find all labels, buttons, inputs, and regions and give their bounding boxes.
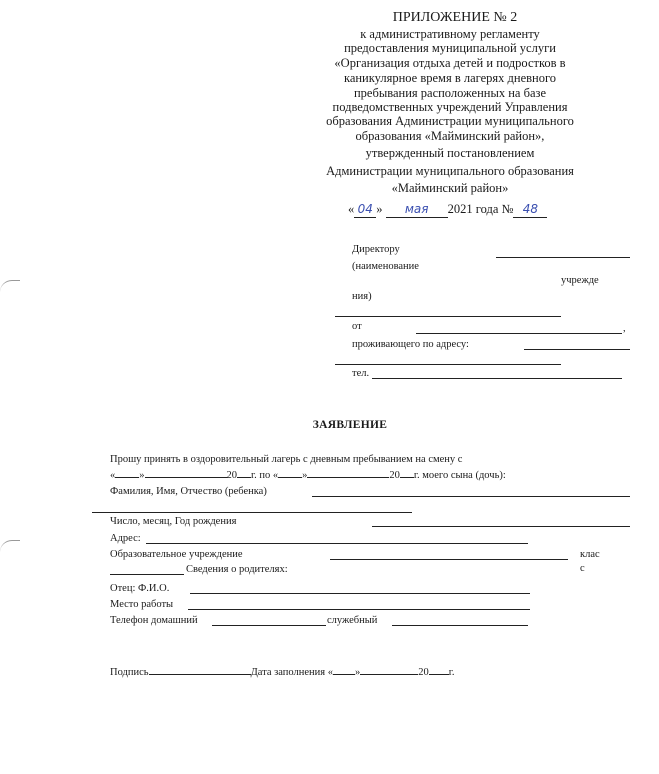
class-label-part2: с [580, 563, 585, 574]
institution-label-part2: ния) [352, 291, 372, 302]
quote-close: » [376, 202, 383, 216]
director-name-line [496, 257, 630, 258]
class-line [110, 574, 184, 575]
work-phone-label: служебный [327, 615, 378, 626]
fill-month-field [360, 674, 418, 675]
date-month-field: мая [386, 202, 448, 218]
father-name-label: Отец: Ф.И.О. [110, 583, 170, 594]
institution-label-part1: учрежде [561, 275, 599, 286]
header-line: предоставления муниципальной услуги [344, 41, 556, 55]
fill-year-field [429, 674, 449, 675]
request-line-1: Прошу принять в оздоровительный лагерь с дневным пребыванием на смену с [110, 454, 463, 465]
quote-close: » [302, 470, 308, 481]
header-line: пребывания расположенных на базе [353, 86, 546, 100]
home-phone-label: Телефон домашний [110, 615, 198, 626]
year-prefix: 20 [418, 667, 429, 678]
from-comma: , [623, 323, 626, 334]
date-day-field: 04 [354, 202, 376, 218]
addressee-line [335, 316, 561, 317]
end-year-field [400, 477, 414, 478]
school-line [330, 559, 568, 560]
school-label: Образовательное учреждение [110, 549, 243, 560]
quote-open: « [348, 202, 355, 216]
resident-label: проживающего по адресу: [352, 339, 469, 350]
header-line: каникулярное время в лагерях дневного [343, 71, 557, 85]
child-name-label: Фамилия, Имя, Отчество (ребенка) [110, 486, 267, 497]
signature-fill-date-line [110, 666, 454, 679]
request-line-2 [110, 469, 506, 482]
statement-title: ЗАЯВЛЕНИЕ [312, 419, 388, 431]
year-prefix: 20 [226, 470, 237, 481]
header-line: подведомственных учреждений Управления [332, 100, 568, 114]
from-name-line [416, 333, 622, 334]
father-name-line [190, 593, 530, 594]
parents-info-label: Сведения о родителях: [186, 564, 288, 575]
fill-day-field [333, 674, 355, 675]
header-line: образования «Майминский район», [355, 129, 545, 143]
signature-field [149, 674, 251, 675]
request-tail: г. моего сына (дочь): [413, 470, 506, 481]
start-year-field [237, 477, 251, 478]
director-label: Директору [352, 244, 400, 255]
address-continuation-line [335, 364, 561, 365]
work-phone-line [392, 625, 528, 626]
start-day-field [115, 477, 139, 478]
phone-label: тел. [352, 368, 370, 379]
header-line: «Организация отдыха детей и подростков в [334, 56, 566, 70]
date-year-text: 2021 года № [447, 202, 514, 216]
signature-label: Подпись [110, 667, 149, 678]
end-month-field [307, 477, 389, 478]
header-line: Администрации муниципального образования [326, 164, 574, 178]
header-line: к административному регламенту [360, 27, 540, 41]
from-label: от [352, 321, 362, 332]
year-prefix: 20 [389, 470, 400, 481]
header-line: «Майминский район» [391, 181, 509, 195]
punch-hole-mark [0, 280, 20, 295]
resolution-number-field: 48 [513, 202, 547, 218]
address-line [146, 543, 528, 544]
resolution-date-line [348, 202, 547, 218]
end-day-field [278, 477, 302, 478]
quote-close: » [139, 470, 145, 481]
home-phone-line [212, 625, 326, 626]
workplace-line [188, 609, 530, 610]
resident-address-line [524, 349, 630, 350]
address-label: Адрес: [110, 533, 141, 544]
birth-date-label: Число, месяц, Год рождения [110, 516, 237, 527]
fill-date-label: Дата заполнения « [250, 667, 333, 678]
header-line: образования Администрации муниципального [326, 114, 574, 128]
quote-close: » [354, 667, 361, 678]
punch-hole-mark [0, 540, 20, 555]
child-name-line [312, 496, 630, 497]
birth-date-line [372, 526, 630, 527]
start-month-field [145, 477, 227, 478]
appendix-title: ПРИЛОЖЕНИЕ № 2 [392, 10, 518, 25]
class-label-part1: клас [580, 549, 600, 560]
year-suffix: г. [448, 667, 455, 678]
phone-line [372, 378, 622, 379]
to-label: г. по « [251, 470, 279, 481]
workplace-label: Место работы [110, 599, 174, 610]
quote-open: « [110, 470, 116, 481]
header-line: утвержденный постановлением [365, 146, 535, 160]
child-name-continuation-line [92, 512, 412, 513]
naming-label: (наименование [352, 261, 419, 272]
